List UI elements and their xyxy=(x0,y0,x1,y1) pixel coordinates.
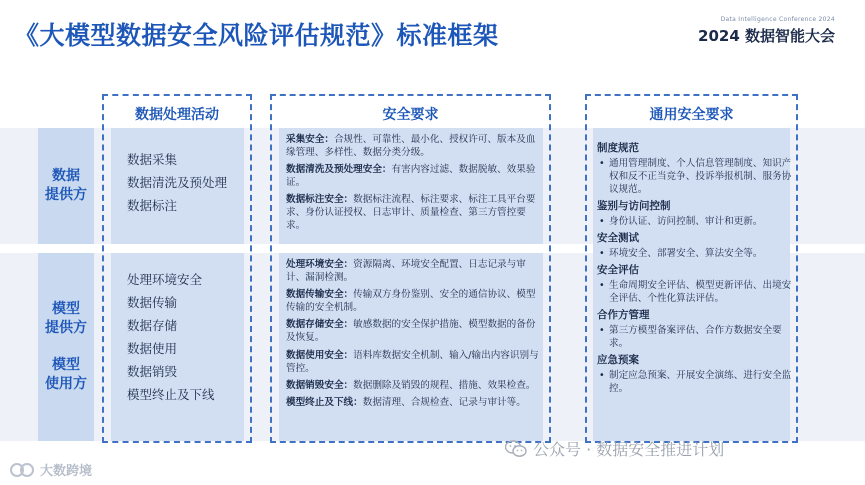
general-bullet: • 生命周期安全评估、模型更新评估、出境安全评估、个性化算法评估。 xyxy=(597,279,793,305)
brand-logo-icon xyxy=(8,461,36,479)
general-header: 通用安全要求 xyxy=(649,107,734,123)
row-label-line: 数据 xyxy=(52,168,80,184)
row-label-line: 提供方 xyxy=(45,187,87,203)
requirement-key: 采集安全： xyxy=(286,134,334,145)
requirement-text: 语料库数据安全机制、输入/输出内容识别与管控。 xyxy=(286,349,539,374)
row-label-line: 模型 xyxy=(52,301,80,317)
requirement-text: 合规性、可靠性、最小化、授权许可、版本及血缘管理、多样性、数据分类分级。 xyxy=(286,134,536,158)
requirement-item xyxy=(286,193,540,232)
requirement-key: 数据使用安全： xyxy=(286,349,354,361)
row-label-model-user xyxy=(45,356,87,394)
requirement-key: 数据存储安全： xyxy=(286,319,354,331)
page-title: 《大模型数据安全风险评估规范》标准框架 xyxy=(14,21,499,50)
security-header: 安全要求 xyxy=(382,107,439,123)
general-heading: 制度规范 xyxy=(597,142,639,154)
security-top-list xyxy=(286,133,540,237)
requirement-item xyxy=(286,379,540,392)
list-item: 处理环境安全 xyxy=(127,272,203,287)
general-bullet: • 环境安全、部署安全、算法安全等。 xyxy=(597,247,793,260)
activities-top-list xyxy=(127,148,227,217)
list-item: 数据传输 xyxy=(127,295,178,310)
general-list xyxy=(597,138,793,398)
row-label-data-provider xyxy=(38,128,94,244)
conference-subtitle: Data Intelligence Conference 2024 xyxy=(720,16,835,23)
requirement-key: 处理环境安全： xyxy=(286,259,354,270)
requirement-key: 数据标注安全： xyxy=(286,194,354,206)
row-label-line: 使用方 xyxy=(45,376,87,392)
requirement-item xyxy=(286,349,540,375)
requirement-text: 数据标注流程、标注要求、标注工具平台要求、身份认证授权、日志审计、质量检查、第三方管控要求。 xyxy=(286,194,536,232)
general-heading: 安全评估 xyxy=(597,264,639,276)
general-bullet: • 制定应急预案、开展安全演练、进行安全监控。 xyxy=(597,369,793,395)
requirement-item xyxy=(286,318,540,344)
row-label-model xyxy=(38,253,94,441)
requirement-text: 传输双方身份鉴别、安全的通信协议、模型传输的安全机制。 xyxy=(286,289,536,314)
general-heading: 应急预案 xyxy=(597,354,639,366)
requirement-item xyxy=(286,396,540,409)
requirement-item xyxy=(286,163,540,189)
general-bullet: • 身份认证、访问控制、审计和更新。 xyxy=(597,215,793,228)
requirement-key: 模型终止及下线： xyxy=(286,396,363,408)
requirement-text: 有害内容过滤、数据脱敏、效果验证。 xyxy=(286,164,536,189)
brand-logo xyxy=(8,460,92,479)
general-bullet: • 第三方模型备案评估、合作方数据安全要求。 xyxy=(597,324,793,350)
brand-logo-text: 大数跨境 xyxy=(40,464,93,479)
activities-bottom-list xyxy=(127,268,215,406)
list-item: 数据清洗及预处理 xyxy=(127,175,228,190)
watermark xyxy=(505,437,724,460)
conference-brand xyxy=(698,16,835,46)
list-item: 数据存储 xyxy=(127,318,178,333)
general-bullet: • 通用管理制度、个人信息管理制度、知识产权和反不正当竞争、投诉举报机制、服务协议规范。 xyxy=(597,157,793,196)
list-item: 模型终止及下线 xyxy=(127,387,215,402)
requirement-text: 敏感数据的安全保护措施、模型数据的备份及恢复。 xyxy=(286,319,536,344)
requirement-text: 数据清理、合规检查、记录与审计等。 xyxy=(362,396,526,408)
activities-header: 数据处理活动 xyxy=(135,107,219,123)
conference-name: 2024 数据智能大会 xyxy=(698,27,835,45)
row-label-line: 提供方 xyxy=(45,320,87,336)
requirement-key: 数据传输安全： xyxy=(286,289,354,301)
requirement-key: 数据销毁安全： xyxy=(286,379,354,391)
list-item: 数据销毁 xyxy=(127,364,178,379)
list-item: 数据使用 xyxy=(127,341,178,356)
row-label-model-provider xyxy=(45,300,87,338)
row-label-line: 模型 xyxy=(52,357,80,373)
requirement-item xyxy=(286,258,540,284)
list-item: 数据标注 xyxy=(127,198,178,213)
requirement-text: 资源隔离、环境安全配置、日志记录与审计、漏洞检测。 xyxy=(286,259,526,283)
general-heading: 合作方管理 xyxy=(597,309,650,321)
requirement-text: 数据删除及销毁的规程、措施、效果检查。 xyxy=(353,379,536,391)
general-heading: 安全测试 xyxy=(597,232,639,244)
security-bottom-list xyxy=(286,258,540,413)
watermark-text: 公众号 · 数据安全推进计划 xyxy=(533,440,725,459)
wechat-icon xyxy=(505,440,527,458)
list-item: 数据采集 xyxy=(127,152,178,167)
requirement-item xyxy=(286,133,540,159)
requirement-key: 数据清洗及预处理安全： xyxy=(286,164,392,176)
general-heading: 鉴别与访问控制 xyxy=(597,200,671,212)
requirement-item xyxy=(286,288,540,314)
